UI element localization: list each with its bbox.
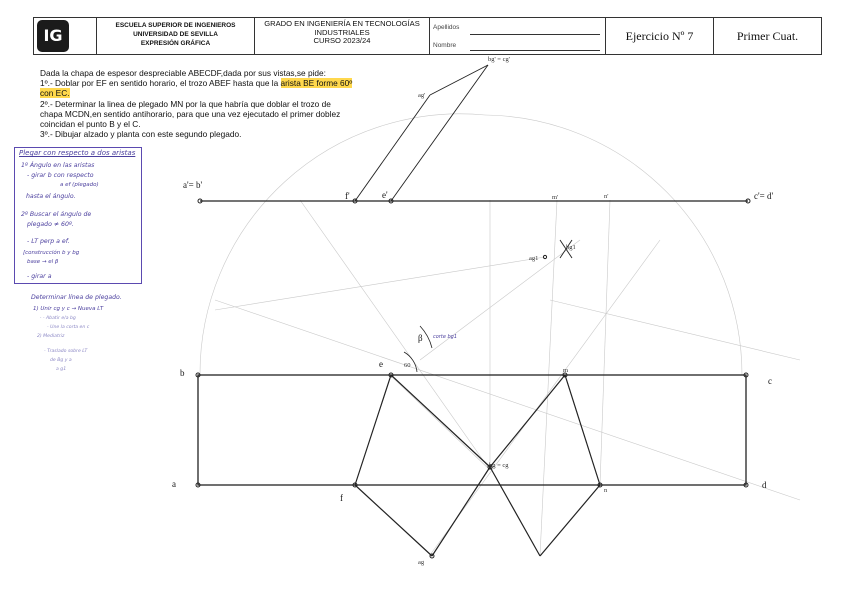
label-angle-beta: β: [418, 333, 423, 343]
school-name: ESCUELA SUPERIOR DE INGENIEROS: [115, 22, 236, 29]
statement-step-2b: chapa MCDN,en sentido antihorario, para que una vez ejecutado el primer doblez: [40, 108, 341, 119]
degree-name-2: INDUSTRIALES: [314, 27, 370, 37]
side-notes-title: Determinar línea de plegado.: [31, 294, 122, 301]
sheet-outline: [198, 375, 746, 485]
note-line: [construcción b y bg: [23, 250, 80, 256]
label-a-b-prime: a'= b': [183, 180, 203, 190]
label-f-prime: f': [345, 191, 350, 201]
folded-edge: [430, 65, 488, 95]
label-a: a: [172, 479, 176, 489]
construction-line: [600, 200, 610, 485]
department-name: EXPRESIÓN GRÁFICA: [140, 40, 211, 47]
note-line: plegado ≠ 60º.: [27, 221, 74, 228]
statement-step-2: 2º.- Determinar la linea de plegado MN por la que habría que doblar el trozo de: [40, 98, 331, 109]
label-n: n: [604, 487, 608, 494]
note-line: base → el β: [27, 259, 59, 265]
side-note-line: - Une la corta en c: [47, 325, 90, 330]
side-note-line: a g1: [56, 367, 67, 372]
semester: Primer Cuat.: [736, 29, 799, 43]
label-ag: ag: [418, 559, 425, 566]
side-note-line: 2) Mediatriz: [37, 334, 65, 339]
notes-title: Plegar con respecto a dos aristas: [19, 149, 136, 157]
construction-line: [420, 240, 580, 360]
note-line: - girar b con respecto: [27, 172, 94, 179]
label-bg-cg-prime: bg' = cg': [488, 56, 510, 63]
university-name: UNIVERSIDAD DE SEVILLA: [133, 31, 218, 38]
degree-name: GRADO EN INGENIERÍA EN TECNOLOGÍAS: [264, 19, 420, 28]
label-c-d-prime: c'= d': [754, 191, 774, 201]
construction-line: [215, 300, 800, 500]
label-n-prime: n': [604, 193, 609, 200]
construction-line: [215, 257, 545, 310]
note-line: 1º Ángulo en las aristas: [21, 162, 95, 169]
school-logo: IG: [37, 20, 69, 52]
label-d: d: [762, 480, 767, 490]
folded-edge-cd: [490, 467, 540, 556]
folded-edge: [391, 65, 488, 201]
note-line: hasta el ángulo.: [26, 193, 76, 200]
side-note-line: de Bg y a: [50, 358, 72, 363]
label-b: b: [180, 368, 185, 378]
construction-line: [430, 240, 660, 555]
note-line: - LT perp a ef.: [27, 238, 70, 245]
label-e: e: [379, 359, 383, 369]
label-ag1: ag1: [529, 255, 539, 262]
statement-step-3: 3º.- Dibujar alzado y planta con este segundo plegado.: [40, 129, 242, 140]
construction-arc-2: [485, 115, 742, 375]
note-line: 2º Buscar el ángulo de: [21, 211, 92, 218]
label-c: c: [768, 376, 772, 386]
step-1-highlight-2: con EC.: [40, 88, 70, 99]
label-angle-60: 60: [404, 362, 411, 369]
elevation-view: [198, 65, 750, 203]
nombre-label: Nombre: [433, 42, 457, 49]
label-bg1: bg1: [566, 244, 576, 251]
step-1-text: 1º.- Doblar por EF en sentido horario, el trozo ABEF hasta que la: [40, 78, 281, 89]
fold-line-ef: [355, 375, 391, 485]
note-line: a ef (plegado): [60, 182, 99, 188]
label-m: m: [563, 367, 569, 374]
note-line: - girar a: [27, 273, 52, 280]
construction-line: [300, 200, 490, 470]
folded-edge: [355, 95, 430, 201]
side-note-line: · - Abatir e/a bg: [40, 316, 76, 321]
step-1-highlight: arista BE forme 60º: [280, 78, 353, 89]
label-f: f: [340, 493, 343, 503]
construction-line: [390, 375, 490, 470]
folded-edge-ab: [432, 467, 490, 556]
exercise-number: Ejercicio Nº 7: [606, 18, 714, 54]
label-bg-cg: bg = cg: [489, 462, 509, 469]
side-note-line: 1) Unir cg y c → Nueva LT: [33, 306, 104, 312]
statement-intro: Dada la chapa de espesor despreciable ABECDF,dada por sus vistas,se pide:: [40, 68, 326, 78]
label-e-prime: e': [382, 190, 388, 200]
label-m-prime: m': [552, 194, 559, 201]
course-year: CURSO 2023/24: [313, 36, 371, 45]
beta-note: corte bg1: [433, 334, 458, 340]
folded-edge-nd: [540, 485, 600, 556]
construction-line: [540, 200, 557, 556]
apellidos-label: Apellidos: [433, 24, 460, 31]
side-note-line: - Traslado sobre LT: [44, 349, 88, 354]
plan-view: [196, 240, 748, 558]
label-ag-prime: ag': [418, 92, 426, 99]
construction-line: [550, 300, 800, 360]
statement-step-2c: coincidan el punto B y el C.: [40, 119, 141, 130]
construction-lines: [200, 114, 800, 556]
folded-edge-mc: [490, 375, 565, 467]
folded-edge-af: [355, 485, 432, 556]
